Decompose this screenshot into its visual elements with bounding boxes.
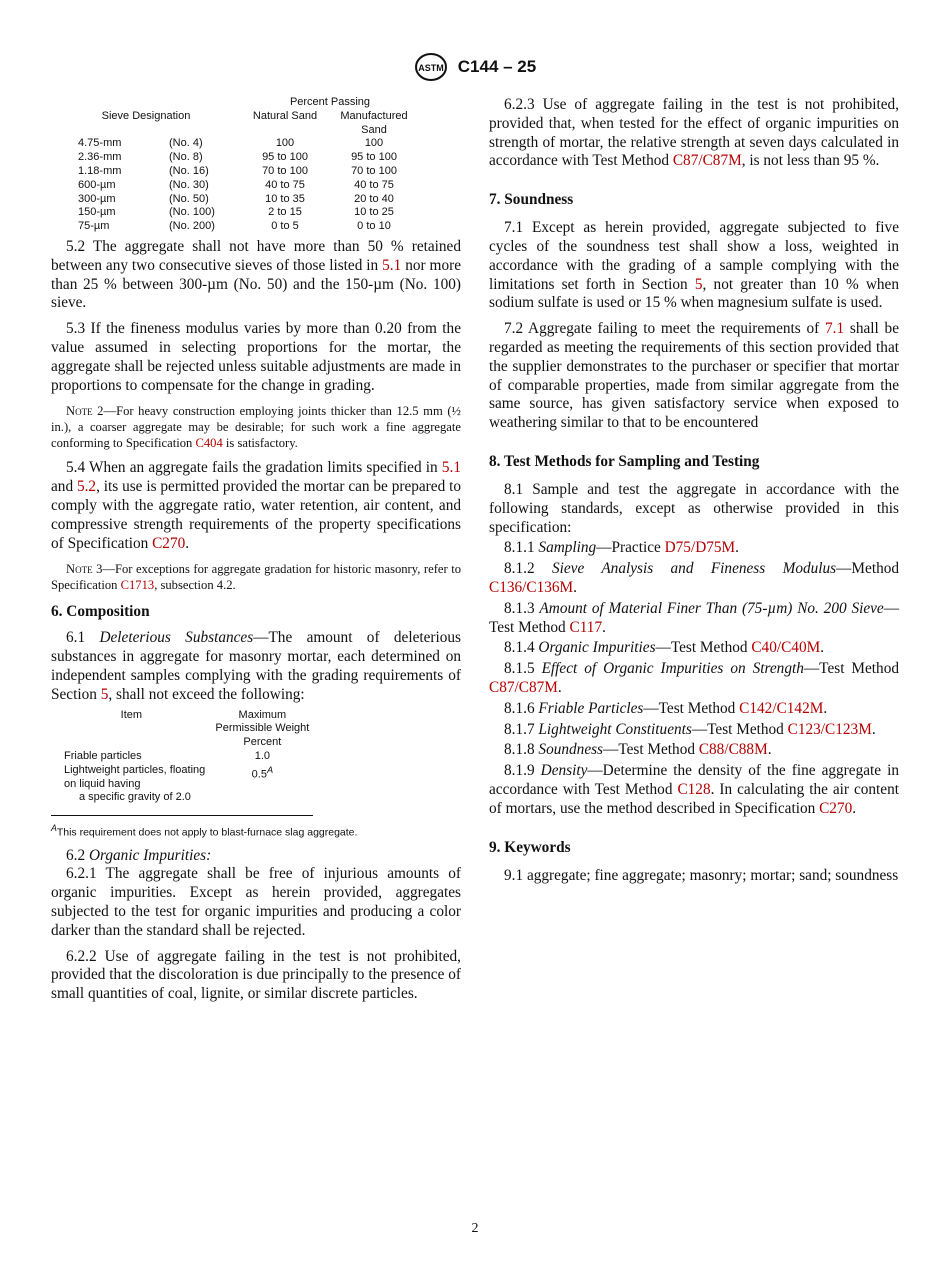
note-2: Note 2—For heavy construction employing joints thicker than 12.5 mm (½ in.), a coarser aggregate may be desirable; for such work a fine aggregate conforming to Specification C404 is satisfactory. <box>51 404 461 451</box>
table-footnote: $^A$This requirement does not apply to blast-furnace slag aggregate. <box>51 823 358 839</box>
ref-link[interactable]: C117 <box>569 618 603 636</box>
list-item: 8.1.1 Sampling—Practice D75/D75M. <box>504 539 739 557</box>
list-item: 8.1.4 Organic Impurities—Test Method C40/C40M. <box>504 639 825 657</box>
manufactured-sand-cell: 10 to 25 <box>354 206 394 219</box>
ref-link[interactable]: C142/C142M <box>739 699 824 717</box>
right-column <box>489 96 899 885</box>
table-row <box>51 179 419 193</box>
table-row <box>51 206 419 220</box>
table-row <box>51 750 313 764</box>
natural-sand-cell: 95 to 100 <box>262 151 308 164</box>
max-weight-header: Maximum Permissible Weight Percent <box>215 708 310 749</box>
para-6-2-1: 6.2.1 The aggregate shall be free of injurious amounts of organic impurities. Except as herein provided, aggregates subjected to the test for organic impurities and producing a color darker than the standard shall be rejected. <box>51 865 461 939</box>
sieve-metric-cell: 75-µm <box>78 220 110 233</box>
para-6-1: 6.1 Deleterious Substances—The amount of deleterious substances in aggregate for masonry mortar, each determined on independent samples complying with the grading requirements of Section 5, shall not exceed the following: <box>51 629 461 703</box>
sieve-us-cell: (No. 50) <box>169 192 209 205</box>
ref-link[interactable]: C1713 <box>120 578 155 593</box>
page-header <box>0 52 950 82</box>
manufactured-sand-cell: 20 to 40 <box>354 192 394 205</box>
ref-link[interactable]: C270 <box>819 799 853 817</box>
table-row <box>51 193 419 207</box>
table-row <box>51 137 419 151</box>
sieve-metric-cell: 2.36-mm <box>78 151 122 164</box>
natural-sand-header: Natural Sand <box>252 109 318 122</box>
ref-link[interactable]: C87/C87M <box>672 152 742 170</box>
list-item: 8.1.8 Soundness—Test Method C88/C88M. <box>504 741 772 759</box>
manufactured-sand-cell: 0 to 10 <box>357 220 391 233</box>
sieve-metric-cell: 1.18-mm <box>78 164 122 177</box>
para-8-1-9: 8.1.9 Density—Determine the density of the fine aggregate in accordance with Test Method C128. In calculating the air content of mortars, use the method described in Specification C270. <box>489 762 899 817</box>
ref-link[interactable]: C136/C136M <box>489 578 574 596</box>
page-number: 2 <box>471 1221 479 1236</box>
table-row <box>51 165 419 179</box>
sieve-metric-cell: 150-µm <box>78 206 116 219</box>
ref-link[interactable]: 5.2 <box>76 478 97 496</box>
para-9-1: 9.1 aggregate; fine aggregate; masonry; mortar; sand; soundness <box>504 866 899 884</box>
sieve-designation-header: Sieve Designation <box>101 110 191 122</box>
list-item: 8.1.3 Amount of Material Finer Than (75-µm) No. 200 Sieve—Test Method C117. <box>489 599 900 636</box>
percent-passing-header: Percent Passing <box>289 96 371 108</box>
table-rule <box>51 815 313 816</box>
ref-link[interactable]: 5.1 <box>382 256 402 274</box>
ref-link[interactable]: C404 <box>195 436 223 451</box>
manufactured-sand-cell: 100 <box>364 137 384 150</box>
test-method-list <box>489 539 899 760</box>
value-cell: 1.0 <box>254 749 271 762</box>
natural-sand-cell: 0 to 5 <box>271 220 299 233</box>
ref-link[interactable]: C87/C87M <box>489 678 558 696</box>
sieve-us-cell: (No. 4) <box>169 137 203 150</box>
item-cell: Lightweight particles, floating on liquid having a specific gravity of 2.0 <box>64 763 206 804</box>
ref-link[interactable]: 5.1 <box>441 459 461 477</box>
heading-composition: 6. Composition <box>51 603 150 621</box>
list-item: 8.1.5 Effect of Organic Impurities on Strength—Test Method C87/C87M. <box>489 660 899 696</box>
para-6-2-2: 6.2.2 Use of aggregate failing in the test is not prohibited, provided that the discoloration is due principally to the presence of small quantities of coal, lignite, or similar discrete particles. <box>51 947 461 1003</box>
natural-sand-cell: 40 to 75 <box>265 178 305 191</box>
table-row <box>51 220 419 234</box>
natural-sand-cell: 70 to 100 <box>262 164 308 177</box>
list-item: 8.1.6 Friable Particles—Test Method C142/C142M. <box>504 699 828 717</box>
sieve-us-cell: (No. 200) <box>169 220 215 233</box>
natural-sand-cell: 10 to 35 <box>265 192 305 205</box>
value-cell: $0.5^A$ <box>251 764 274 781</box>
sieve-metric-cell: 300-µm <box>78 192 116 205</box>
list-item: 8.1.2 Sieve Analysis and Fineness Modulus—Method C136/C136M. <box>489 560 900 596</box>
manufactured-sand-cell: 95 to 100 <box>351 151 397 164</box>
sieve-metric-cell: 600-µm <box>78 178 116 191</box>
natural-sand-cell: 100 <box>275 137 295 150</box>
sieve-us-cell: (No. 8) <box>169 151 203 164</box>
table-row <box>51 764 313 805</box>
note-3: Note 3—For exceptions for aggregate gradation for historic masonry, refer to Specification C1713, subsection 4.2. <box>51 562 461 593</box>
para-5-4: 5.4 When an aggregate fails the gradation limits specified in 5.1 and 5.2, its use is permitted provided the mortar can be prepared to comply with the aggregate ratio, water retention, air content, and compressive strength requirements of the property specifications of Specification C270. <box>51 459 461 552</box>
para-7-2: 7.2 Aggregate failing to meet the requirements of 7.1 shall be regarded as meeting the requirements of this section provided that the supplier demonstrates to the purchaser or specifier that mortar of comparable properties, made from similar aggregate from the same source, has given satisfactory service when exposed to weathering similar to that to be encountered <box>489 320 899 432</box>
ref-link[interactable]: 5 <box>694 275 703 293</box>
manufactured-sand-cell: 40 to 75 <box>354 178 394 191</box>
heading-test-methods: 8. Test Methods for Sampling and Testing <box>489 452 760 470</box>
manufactured-sand-header: Manufactured Sand <box>340 109 408 136</box>
ref-link[interactable]: 7.1 <box>825 320 845 338</box>
deleterious-table <box>51 709 313 806</box>
ref-link[interactable]: 5 <box>100 685 109 703</box>
ref-link[interactable]: C270 <box>152 534 186 552</box>
table-row <box>51 151 419 165</box>
manufactured-sand-cell: 70 to 100 <box>351 164 397 177</box>
natural-sand-cell: 2 to 15 <box>268 206 302 219</box>
para-6-2: 6.2 Organic Impurities: <box>66 846 212 864</box>
document-code: C144 – 25 <box>457 57 537 76</box>
sieve-us-cell: (No. 100) <box>169 206 215 219</box>
item-cell: Friable particles <box>64 749 142 762</box>
left-column <box>51 96 461 1004</box>
para-5-2: 5.2 The aggregate shall not have more than 50 % retained between any two consecutive sieves of those listed in 5.1 nor more than 25 % between 300-µm (No. 50) and the 150-µm (No. 100) sieve. <box>51 237 461 312</box>
heading-keywords: 9. Keywords <box>489 838 571 856</box>
list-item: 8.1.7 Lightweight Constituents—Test Method C123/C123M. <box>504 720 876 738</box>
ref-link[interactable]: C123/C123M <box>787 720 872 738</box>
para-8-1: 8.1 Sample and test the aggregate in accordance with the following standards, except as otherwise provided in this specification: <box>489 480 899 536</box>
heading-soundness: 7. Soundness <box>489 191 574 209</box>
sieve-us-cell: (No. 16) <box>169 164 209 177</box>
ref-link[interactable]: D75/D75M <box>664 539 736 557</box>
ref-link[interactable]: C128 <box>677 780 711 798</box>
sieve-table <box>51 96 419 234</box>
ref-link[interactable]: C40/C40M <box>751 639 821 657</box>
para-5-3: 5.3 If the fineness modulus varies by more than 0.20 from the value assumed in selecting proportions for the mortar, the aggregate shall be rejected unless suitable adjustments are made in proportions to compensate for the change in grading. <box>51 320 461 394</box>
svg-text:ASTM: ASTM <box>418 63 444 73</box>
item-header: Item <box>120 708 143 721</box>
para-7-1: 7.1 Except as herein provided, aggregate subjected to five cycles of the soundness test shall show a loss, weighted in accordance with the grading of a sample complying with the limitations set forth in Section 5, not greater than 10 % when sodium sulfate is used or 15 % when magnesium sulfate is used. <box>489 219 900 312</box>
astm-logo-icon <box>414 52 448 82</box>
sieve-metric-cell: 4.75-mm <box>78 137 122 150</box>
sieve-us-cell: (No. 30) <box>169 178 209 191</box>
para-6-2-3: 6.2.3 Use of aggregate failing in the test is not prohibited, provided that, when tested for the effect of organic impurities on strength of mortar, the relative strength at seven days calculated in accordance with Test Method C87/C87M, is not less than 95 %. <box>489 96 899 170</box>
ref-link[interactable]: C88/C88M <box>698 741 768 759</box>
